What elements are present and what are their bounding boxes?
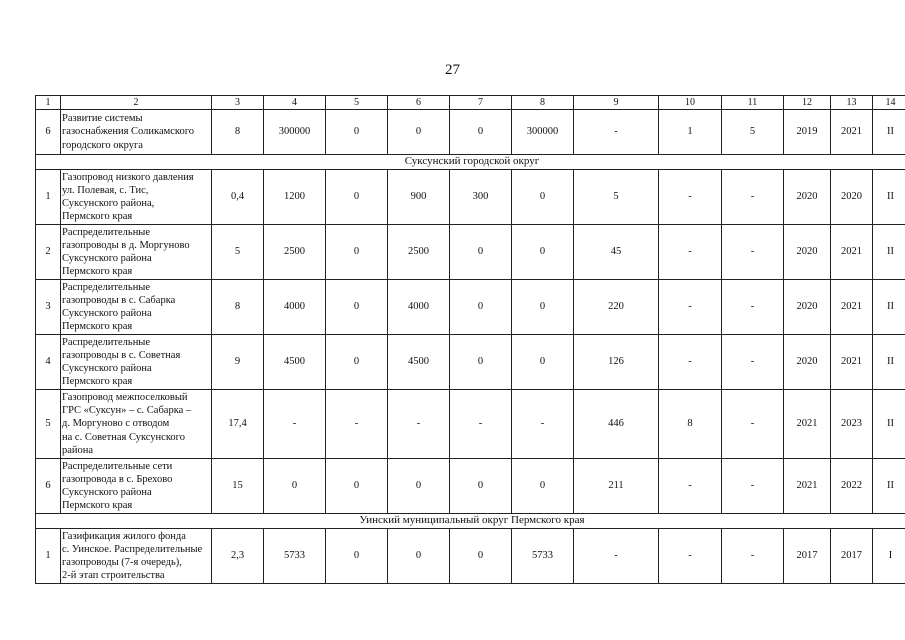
section-header-row [36,514,905,529]
value-cell: 0 [388,110,450,155]
value-cell: 8 [212,280,264,335]
value-cell: 5733 [264,529,326,584]
value-cell: 2019 [784,110,831,155]
value-cell: 0 [326,459,388,514]
value-cell: 2023 [831,390,873,459]
value-cell: - [450,390,512,459]
value-cell: 8 [659,390,722,459]
row-number-cell: 3 [36,280,61,335]
section-title: Уинский муниципальный округ Пермского края [36,514,905,529]
value-cell: 0 [512,280,574,335]
value-cell: 211 [574,459,659,514]
value-cell: 9 [212,335,264,390]
value-cell: 4000 [264,280,326,335]
section-header-row [36,155,905,170]
column-number-cell: 14 [873,96,905,110]
column-number-cell: 2 [61,96,212,110]
value-cell: 0 [450,225,512,280]
value-cell: 0 [326,280,388,335]
value-cell: 0 [450,280,512,335]
value-cell: 17,4 [212,390,264,459]
column-number-cell: 4 [264,96,326,110]
value-cell: 2017 [784,529,831,584]
value-cell: - [722,529,784,584]
value-cell: 2020 [831,170,873,225]
value-cell: II [873,459,905,514]
value-cell: 0 [512,335,574,390]
column-number-cell: 6 [388,96,450,110]
value-cell: - [574,529,659,584]
row-number-cell: 4 [36,335,61,390]
row-number-cell: 1 [36,529,61,584]
column-number-cell: 8 [512,96,574,110]
project-name-cell: Газификация жилого фонда с. Уинское. Распределительные газопроводы (7-я очередь), 2-й этап строительства [61,529,212,584]
value-cell: 0 [326,110,388,155]
gas-projects-table [35,95,905,584]
project-name-cell: Газопровод низкого давления ул. Полевая, с. Тис, Суксунского района, Пермского края [61,170,212,225]
value-cell: I [873,529,905,584]
column-number-cell: 12 [784,96,831,110]
value-cell: 0 [450,529,512,584]
value-cell: 2500 [264,225,326,280]
value-cell: - [722,280,784,335]
table-row [36,225,905,280]
table-row [36,280,905,335]
value-cell: - [264,390,326,459]
table-row [36,459,905,514]
value-cell: 5 [574,170,659,225]
column-number-header-row [36,96,905,110]
value-cell: 2021 [831,335,873,390]
value-cell: 2022 [831,459,873,514]
value-cell: - [659,335,722,390]
table-row [36,390,905,459]
column-number-cell: 10 [659,96,722,110]
value-cell: 2500 [388,225,450,280]
value-cell: - [659,459,722,514]
value-cell: 0 [326,225,388,280]
row-number-cell: 5 [36,390,61,459]
value-cell: 2020 [784,335,831,390]
value-cell: 0 [450,335,512,390]
value-cell: - [659,225,722,280]
value-cell: - [326,390,388,459]
value-cell: 2020 [784,280,831,335]
value-cell: 2020 [784,170,831,225]
value-cell: 0 [326,170,388,225]
value-cell: 2021 [784,459,831,514]
value-cell: - [659,280,722,335]
value-cell: 4500 [388,335,450,390]
value-cell: 2017 [831,529,873,584]
value-cell: 0 [388,529,450,584]
value-cell: 900 [388,170,450,225]
value-cell: - [659,529,722,584]
value-cell: 2020 [784,225,831,280]
value-cell: II [873,335,905,390]
value-cell: 2021 [831,110,873,155]
value-cell: - [659,170,722,225]
value-cell: 0 [264,459,326,514]
value-cell: 0 [450,459,512,514]
value-cell: 5 [212,225,264,280]
value-cell: 0 [450,110,512,155]
value-cell: II [873,225,905,280]
row-number-cell: 6 [36,459,61,514]
value-cell: - [722,335,784,390]
value-cell: 1 [659,110,722,155]
table-row [36,335,905,390]
value-cell: II [873,280,905,335]
value-cell: 2,3 [212,529,264,584]
project-name-cell: Распределительные газопроводы в д. Моргуново Суксунского района Пермского края [61,225,212,280]
row-number-cell: 6 [36,110,61,155]
section-title: Суксунский городской округ [36,155,905,170]
page-number: 27 [445,62,460,78]
project-name-cell: Распределительные сети газопровода в с. Брехово Суксунского района Пермского края [61,459,212,514]
column-number-cell: 11 [722,96,784,110]
value-cell: 5733 [512,529,574,584]
value-cell: 4500 [264,335,326,390]
column-number-cell: 5 [326,96,388,110]
project-name-cell: Распределительные газопроводы в с. Сабарка Суксунского района Пермского края [61,280,212,335]
value-cell: 446 [574,390,659,459]
project-name-cell: Развитие системы газоснабжения Соликамского городского округа [61,110,212,155]
value-cell: 300000 [264,110,326,155]
project-name-cell: Газопровод межпоселковый ГРС «Суксун» – с. Сабарка – д. Моргуново с отводом на с. Советная Суксунского района [61,390,212,459]
column-number-cell: 9 [574,96,659,110]
row-number-cell: 2 [36,225,61,280]
value-cell: 2021 [831,280,873,335]
table-row [36,170,905,225]
value-cell: 45 [574,225,659,280]
value-cell: 15 [212,459,264,514]
value-cell: 300000 [512,110,574,155]
value-cell: - [722,459,784,514]
table-row [36,529,905,584]
value-cell: 0,4 [212,170,264,225]
value-cell: 1200 [264,170,326,225]
value-cell: 5 [722,110,784,155]
value-cell: 0 [326,529,388,584]
value-cell: II [873,170,905,225]
value-cell: II [873,110,905,155]
value-cell: 0 [388,459,450,514]
value-cell: 0 [512,170,574,225]
value-cell: 0 [326,335,388,390]
value-cell: - [722,390,784,459]
value-cell: 220 [574,280,659,335]
value-cell: 0 [512,459,574,514]
value-cell: - [388,390,450,459]
column-number-cell: 3 [212,96,264,110]
value-cell: 2021 [831,225,873,280]
value-cell: 126 [574,335,659,390]
column-number-cell: 1 [36,96,61,110]
row-number-cell: 1 [36,170,61,225]
project-name-cell: Распределительные газопроводы в с. Советная Суксунского района Пермского края [61,335,212,390]
value-cell: - [722,170,784,225]
value-cell: 4000 [388,280,450,335]
column-number-cell: 7 [450,96,512,110]
value-cell: II [873,390,905,459]
value-cell: 300 [450,170,512,225]
value-cell: - [574,110,659,155]
column-number-cell: 13 [831,96,873,110]
value-cell: - [722,225,784,280]
value-cell: 0 [512,225,574,280]
table-row [36,110,905,155]
value-cell: 8 [212,110,264,155]
value-cell: 2021 [784,390,831,459]
value-cell: - [512,390,574,459]
